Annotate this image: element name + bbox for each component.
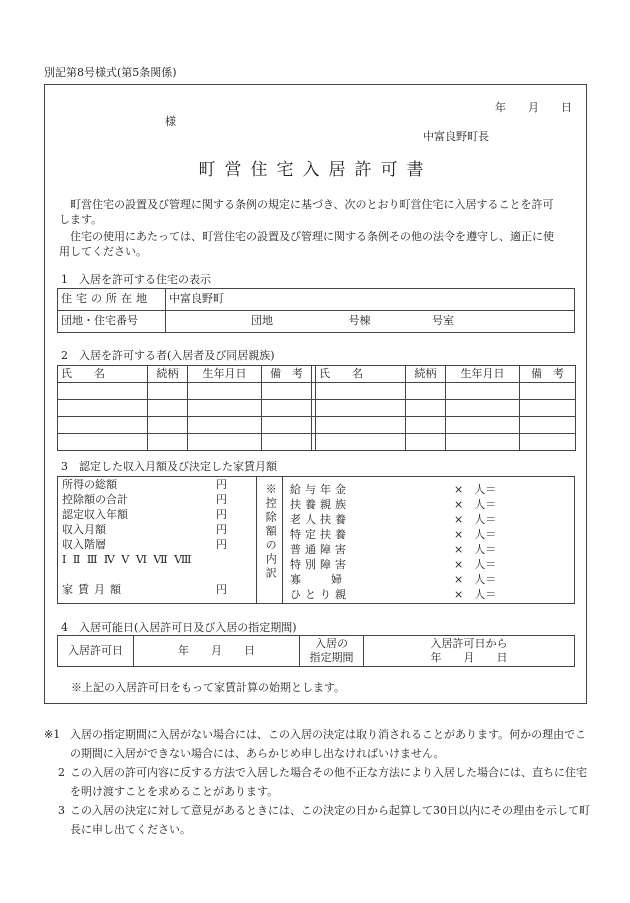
income-row-label: 控除額の合計 xyxy=(62,493,128,506)
income-row-label: 所得の総額 xyxy=(62,478,117,491)
deduction-label: ひとり親 xyxy=(290,588,350,601)
deduction-label: 普通障害 xyxy=(290,543,350,556)
deduction-label: 給与年金 xyxy=(290,483,350,496)
income-row-unit: 円 xyxy=(216,538,227,551)
footnote-item xyxy=(44,725,592,763)
table-row xyxy=(58,311,575,333)
footnotes xyxy=(44,725,592,839)
deduction-label: 寡婦 xyxy=(290,573,372,586)
income-row-unit: 円 xyxy=(216,523,227,536)
section-4-heading: 4 入居可能日(入居許可日及び入居の指定期間) xyxy=(61,621,297,634)
divider xyxy=(282,477,283,603)
footnote-text: 入居の指定期間に入居がない場合には、この入居の決定は取り消されることがあります。何かの理由でこの期間に入居ができない場合には、あらかじめ申し出なければいけません。 xyxy=(70,728,587,760)
col-birthdate: 生年月日 xyxy=(188,366,262,383)
rent-unit: 円 xyxy=(216,583,227,596)
deduction-formula: × 人＝ xyxy=(454,498,497,511)
col-relation: 続柄 xyxy=(148,366,188,383)
permit-date-value: 年 月 日 xyxy=(134,636,300,667)
table-row xyxy=(58,417,576,434)
footnote-text: この入居の決定に対して意見があるときには、この決定の日から起算して30日以内にその理由を示して町長に申し出てください。 xyxy=(70,804,590,836)
deduction-label: 扶養親族 xyxy=(290,498,350,511)
permit-form-frame xyxy=(44,84,587,704)
divider xyxy=(256,477,257,603)
deduction-formula: × 人＝ xyxy=(454,543,497,556)
footnote-marker: 2 xyxy=(58,766,65,779)
income-rent-box xyxy=(57,476,575,604)
table-row xyxy=(58,434,576,451)
location-label: 住宅の所在地 xyxy=(58,289,166,311)
deduction-label: 特別障害 xyxy=(290,558,350,571)
permit-date-label: 入居許可日 xyxy=(58,636,134,667)
income-row-label: 認定収入年額 xyxy=(62,508,128,521)
income-row-label: 収入月額 xyxy=(62,523,106,536)
income-row-unit: 円 xyxy=(216,478,227,491)
deduction-formula: × 人＝ xyxy=(454,483,497,496)
deduction-formula: × 人＝ xyxy=(454,513,497,526)
table-row xyxy=(58,289,575,311)
housing-number-value: 団地 号棟 号室 xyxy=(166,311,575,333)
table-row xyxy=(58,400,576,417)
compliance-paragraph: 住宅の使用にあたっては、町営住宅の設置及び管理に関する条例その他の法令を遵守し、適正に使用してください。 xyxy=(59,230,554,258)
deduction-label: 老人扶養 xyxy=(290,513,350,526)
footnote-item xyxy=(44,763,592,801)
col-name: 氏 名 xyxy=(316,366,406,383)
housing-number-label: 団地・住宅番号 xyxy=(58,311,166,333)
addressee-suffix: 様 xyxy=(165,115,176,128)
section-3-heading: 3 認定した収入月額及び決定した家賃月額 xyxy=(61,460,277,473)
deduction-formula: × 人＝ xyxy=(454,528,497,541)
move-in-table xyxy=(57,635,575,667)
col-name: 氏 名 xyxy=(58,366,148,383)
footnote-text: この入居の許可内容に反する方法で入居した場合その他不正な方法により入居した場合には、直ちに住宅を明け渡すことを求めることがあります。 xyxy=(70,766,587,798)
section-2-heading: 2 入居を許可する者(入居者及び同居親族) xyxy=(61,349,275,362)
footnote-marker: 3 xyxy=(58,804,65,817)
issue-date: 年 月 日 xyxy=(495,101,572,114)
footnote-marker: ※1 xyxy=(44,728,61,741)
issuer-name: 中富良野町長 xyxy=(423,130,489,143)
deduction-formula: × 人＝ xyxy=(454,588,497,601)
col-birthdate: 生年月日 xyxy=(446,366,520,383)
col-remarks: 備 考 xyxy=(520,366,576,383)
permit-paragraph: 町営住宅の設置及び管理に関する条例の規定に基づき、次のとおり町営住宅に入居することを許可します。 xyxy=(59,198,554,226)
rent-label: 家賃月額 xyxy=(62,583,126,596)
deduction-vertical-label: ※控除額の内訳 xyxy=(264,483,278,581)
deduction-formula: × 人＝ xyxy=(454,558,497,571)
income-levels: Ⅰ Ⅱ Ⅲ Ⅳ Ⅴ Ⅵ Ⅶ Ⅷ xyxy=(62,553,192,566)
rent-start-note: ※上記の入居許可日をもって家賃計算の始期とします。 xyxy=(71,681,346,694)
table-row xyxy=(58,636,575,667)
footnote-item xyxy=(44,801,592,839)
form-number-label: 別記第8号様式(第5条関係) xyxy=(44,66,177,79)
income-row-label: 収入階層 xyxy=(62,538,106,551)
col-relation: 続柄 xyxy=(406,366,446,383)
col-remarks: 備 考 xyxy=(262,366,312,383)
table-row xyxy=(58,383,576,400)
location-value: 中富良野町 xyxy=(166,289,575,311)
housing-table xyxy=(57,288,575,333)
occupants-table xyxy=(57,365,576,451)
period-value: 入居許可日から 年 月 日 xyxy=(364,636,575,667)
deduction-formula: × 人＝ xyxy=(454,573,497,586)
period-label: 入居の 指定期間 xyxy=(300,636,364,667)
deduction-label: 特定扶養 xyxy=(290,528,350,541)
income-row-unit: 円 xyxy=(216,493,227,506)
document-title: 町営住宅入居許可書 xyxy=(198,160,433,180)
income-row-unit: 円 xyxy=(216,508,227,521)
section-1-heading: 1 入居を許可する住宅の表示 xyxy=(61,273,211,286)
table-header-row xyxy=(58,366,576,383)
